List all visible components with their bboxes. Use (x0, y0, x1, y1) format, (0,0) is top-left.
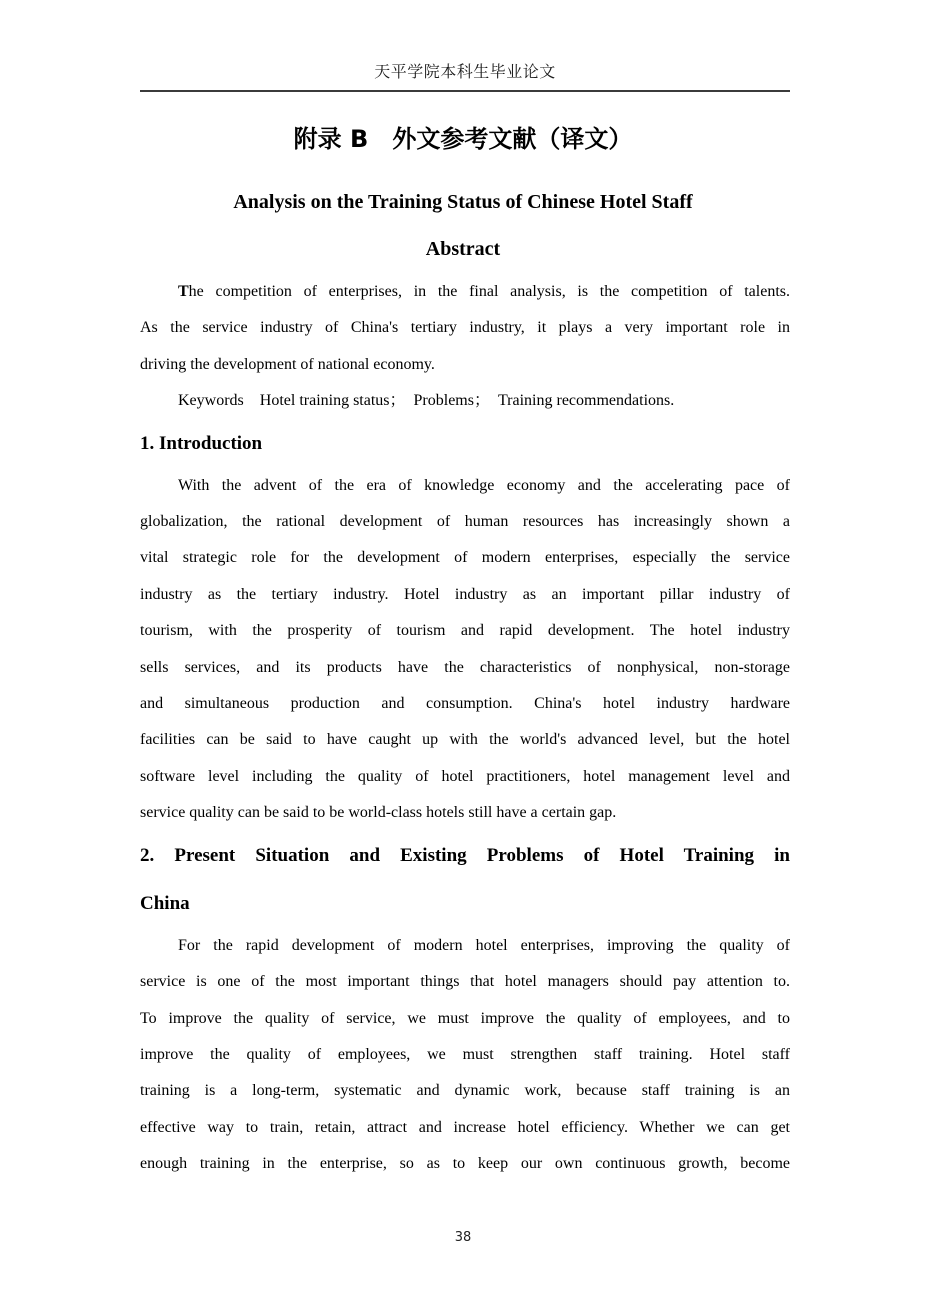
document-title: Analysis on the Training Status of Chinese Hotel Staff (233, 191, 693, 213)
bold-lead-letter: T (178, 283, 189, 300)
abstract-paragraph (140, 274, 790, 383)
text-line: improve the quality of employees, we must strengthen staff training. Hotel staff (140, 1045, 790, 1063)
page-number: 38 (454, 1230, 472, 1245)
text-line: industry as the tertiary industry. Hotel industry as an important pillar industry of (140, 585, 790, 603)
text-line: 1. Introduction (140, 432, 263, 454)
text-line: With the advent of the era of knowledge economy and the accelerating pace of (178, 476, 790, 494)
text-line: China (140, 892, 190, 914)
abstract-heading: Abstract (425, 238, 501, 260)
text-line: effective way to train, retain, attract and increase hotel efficiency. Whether we can get (140, 1118, 790, 1136)
section-2-heading (140, 832, 790, 928)
text-line: driving the development of national economy. (140, 355, 435, 373)
text-line: vital strategic role for the development of modern enterprises, especially the service (140, 549, 790, 567)
text-line: 2. Present Situation and Existing Problems of Hotel Training in (140, 844, 790, 866)
text-line: As the service industry of China's tertiary industry, it plays a very important role in (140, 319, 790, 337)
text-line: and simultaneous production and consumption. China's hotel industry hardware (140, 695, 790, 713)
introduction-paragraph (140, 468, 790, 832)
page-header (140, 0, 790, 92)
text-line: software level including the quality of hotel practitioners, hotel management level and (140, 767, 790, 785)
document-body (140, 274, 790, 1183)
appendix-title: 附录 B 外文参考文献（译文） (293, 125, 633, 153)
text-line: service quality can be said to be world-class hotels still have a certain gap. (140, 804, 617, 822)
text-line: To improve the quality of service, we must improve the quality of employees, and to (140, 1009, 790, 1027)
text-line: tourism, with the prosperity of tourism and rapid development. The hotel industry (140, 622, 790, 640)
text-line: service is one of the most important things that hotel managers should pay attention to. (140, 973, 790, 991)
text-line: facilities can be said to have caught up with the world's advanced level, but the hotel (140, 731, 790, 749)
section-1-heading (140, 420, 790, 468)
keywords-line: Keywords Hotel training status； Problems； Training recommendations. (178, 392, 675, 410)
header-title: 天平学院本科生毕业论文 (374, 64, 556, 81)
text-line: For the rapid development of modern hotel enterprises, improving the quality of (178, 936, 790, 954)
section-2-paragraph (140, 928, 790, 1183)
text-line: The competition of enterprises, in the final analysis, is the competition of talents. (178, 283, 790, 300)
text-line: training is a long-term, systematic and dynamic work, because staff training is an (140, 1082, 790, 1100)
text-line: sells services, and its products have the characteristics of nonphysical, non-storage (140, 658, 790, 676)
text-line: enough training in the enterprise, so as to keep our own continuous growth, become (140, 1155, 790, 1173)
text-line: globalization, the rational development of human resources has increasingly shown a (140, 513, 790, 531)
page-footer (0, 1230, 926, 1246)
